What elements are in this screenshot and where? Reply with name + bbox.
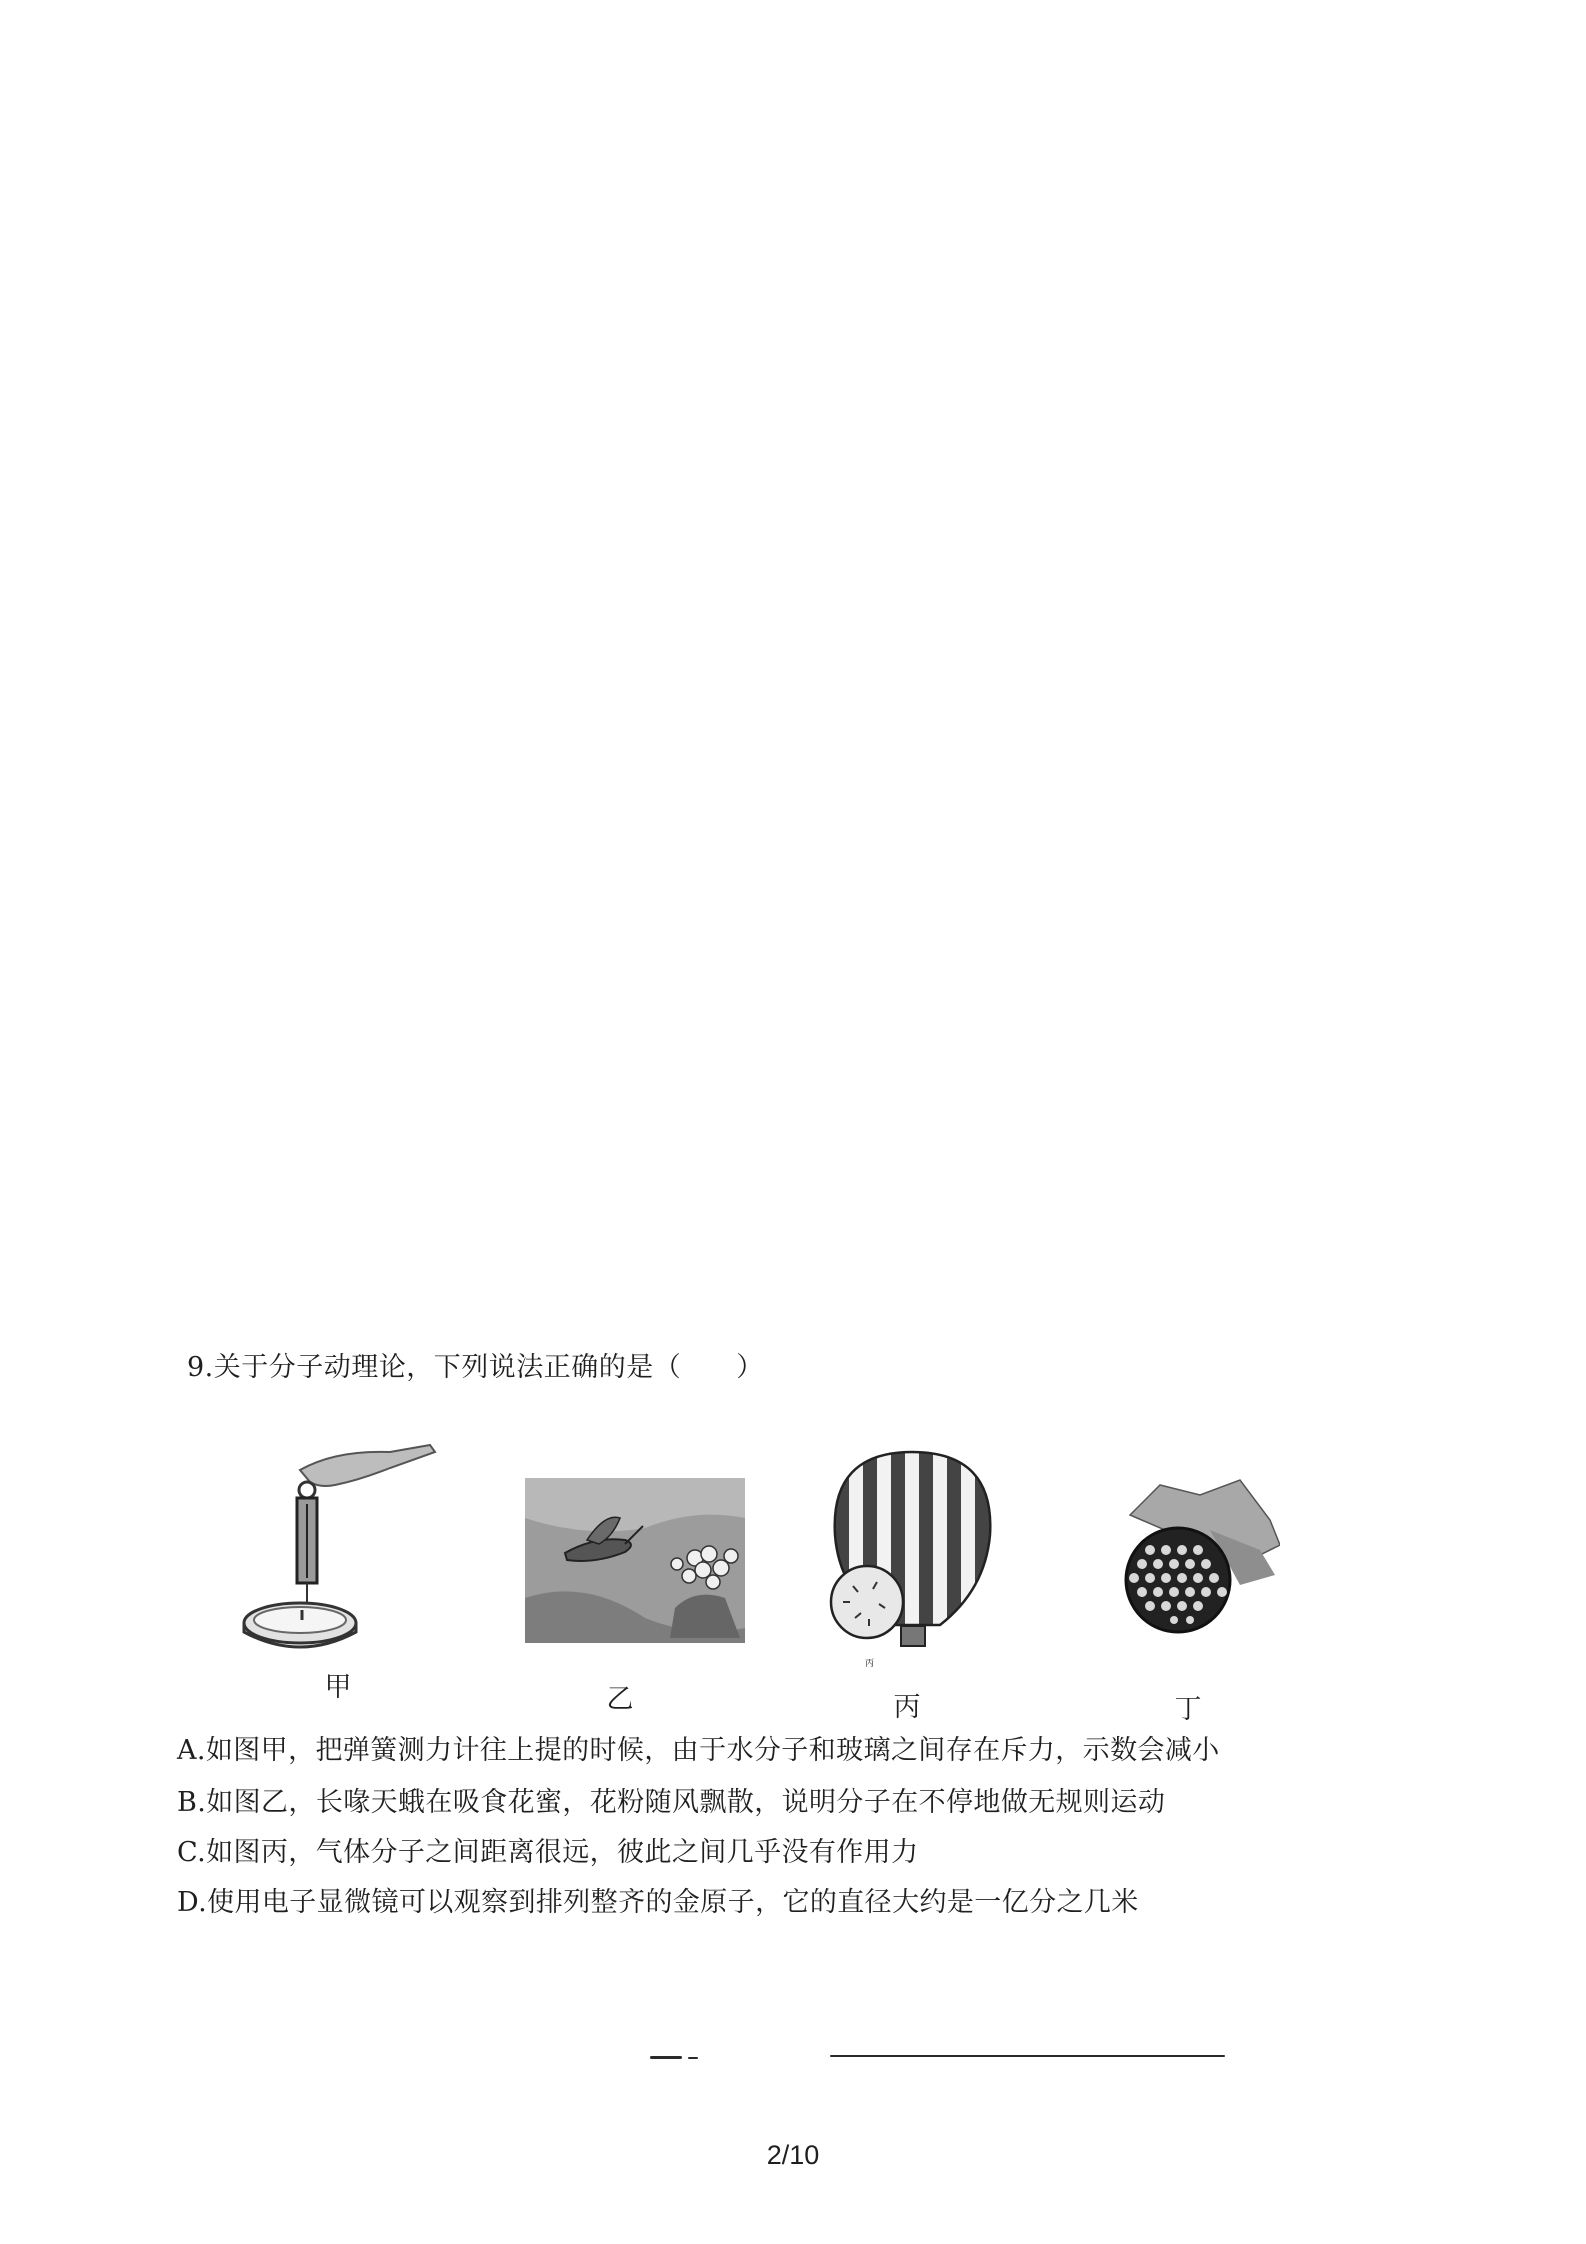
scan-mark-short — [650, 2056, 682, 2059]
figure-yi — [525, 1478, 745, 1643]
question-stem: 9.关于分子动理论，下列说法正确的是（ ） — [187, 1352, 764, 1383]
caption-jia: 甲 — [324, 1672, 352, 1703]
spring-scale-glass-plate-icon — [240, 1440, 440, 1665]
scan-mark-dash — [688, 2057, 698, 2059]
page-number: 2/10 — [766, 2140, 820, 2170]
caption-bing: 丙 — [893, 1692, 921, 1723]
figure-jia — [240, 1440, 440, 1665]
scan-mark-long — [830, 2055, 1225, 2057]
option-c: C.如图丙，气体分子之间距离很远，彼此之间几乎没有作用力 — [177, 1837, 919, 1868]
gold-atoms-microscope-icon — [1090, 1475, 1280, 1635]
option-a: A.如图甲，把弹簧测力计往上提的时候，由于水分子和玻璃之间存在斥力，示数会减小 — [177, 1735, 1220, 1766]
hummingbird-moth-flower-icon — [525, 1478, 745, 1643]
option-d: D.使用电子显微镜可以观察到排列整齐的金原子，它的直径大约是一亿分之几米 — [177, 1887, 1139, 1918]
option-b: B.如图乙，长喙天蛾在吸食花蜜，花粉随风飘散，说明分子在不停地做无规则运动 — [177, 1787, 1166, 1818]
caption-ding: 丁 — [1174, 1694, 1202, 1725]
figure-ding — [1090, 1475, 1280, 1635]
caption-yi: 乙 — [606, 1684, 634, 1715]
bing-small-label: 丙 — [865, 1659, 875, 1669]
hot-air-balloon-icon — [825, 1450, 1000, 1670]
figure-bing — [825, 1450, 1000, 1670]
